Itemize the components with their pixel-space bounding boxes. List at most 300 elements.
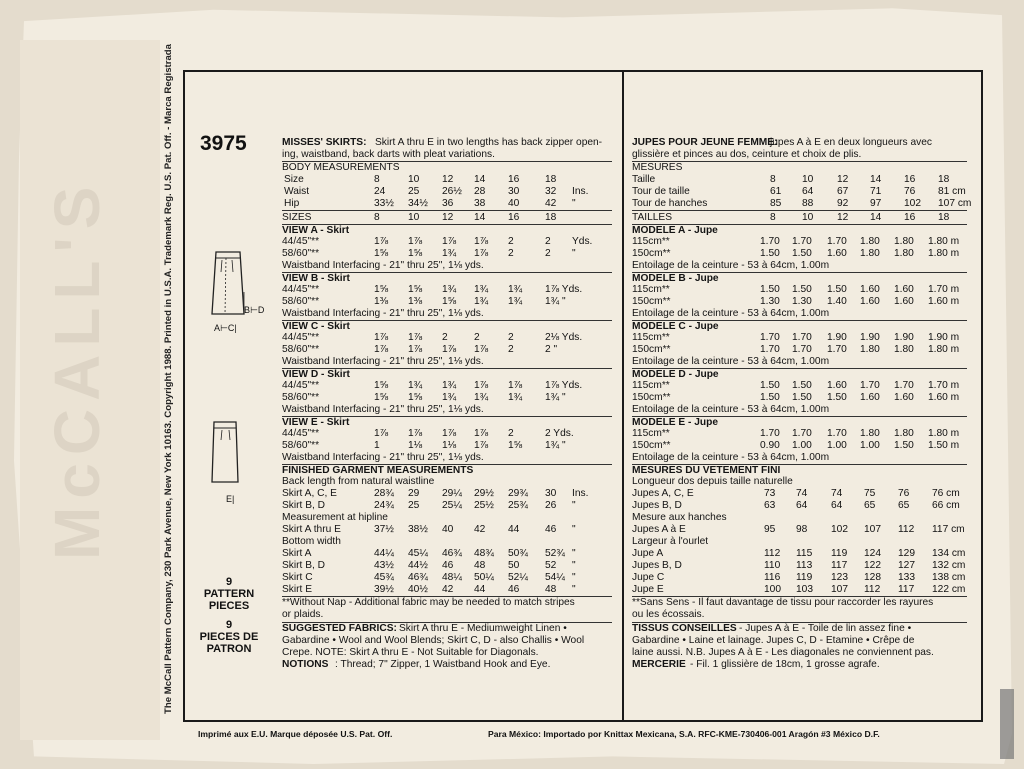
en-yardage: 2	[508, 248, 514, 259]
fr-notions-title: MERCERIE	[632, 659, 686, 670]
en-finished-value: 48¼	[442, 572, 462, 583]
en-finished-label: Skirt A thru E	[282, 524, 341, 535]
en-size-value: 18	[545, 174, 557, 185]
fr-metrage: 1.50	[792, 380, 812, 391]
en-yardage: 1⅞	[474, 380, 489, 391]
en-finished-value: 45¾	[374, 572, 394, 583]
en-yardage: 2	[508, 236, 514, 247]
fr-metrage: 1.60	[827, 248, 847, 259]
en-waistband-interfacing: Waistband Interfacing - 21" thru 25", 1⅛ yds.	[282, 308, 484, 319]
fr-finished-value: 117	[898, 584, 915, 595]
pattern-pieces-label: PATTERN PIECES	[203, 588, 255, 612]
en-yardage: 1⅞	[408, 236, 423, 247]
fr-finished-value: 74	[796, 488, 808, 499]
fr-size-label: Taille	[632, 174, 656, 185]
fr-metrage: 1.50	[760, 392, 780, 403]
en-yardage: 1¾	[508, 392, 523, 403]
en-yardage: 1⅞ Yds.	[545, 284, 583, 295]
fr-metrage: 1.80	[894, 236, 914, 247]
fr-finished-label: Jupes B, D	[632, 560, 682, 571]
en-waistband-interfacing: Waistband Interfacing - 21" thru 25", 1⅛ yds.	[282, 404, 484, 415]
column-divider	[622, 72, 624, 720]
fr-finished-value: 76	[898, 488, 910, 499]
en-yardage: 1⅝	[374, 248, 389, 259]
en-fabric-width: 44/45"**	[282, 380, 320, 391]
en-yardage: 1⅞	[374, 236, 389, 247]
fr-finished-value: 73	[764, 488, 776, 499]
en-fabrics-2: Gabardine • Wool and Wool Blends; Skirt C, D - also Challis • Wool	[282, 635, 585, 646]
fr-view-title: MODELE A - Jupe	[632, 225, 718, 236]
en-yardage: 1⅞	[408, 428, 423, 439]
en-finished-value: 48	[474, 560, 486, 571]
en-finished-value: 25½	[474, 500, 494, 511]
fr-metrage: 1.60	[827, 380, 847, 391]
fr-metrage: 1.80	[860, 428, 880, 439]
en-sizes-value: 18	[545, 212, 557, 223]
fr-size-value: 10	[802, 174, 814, 185]
en-finished-value: 30	[545, 488, 557, 499]
fr-finished-value: 128	[864, 572, 881, 583]
fr-size-value: 85	[770, 198, 782, 209]
fr-entoilage: Entoilage de la ceinture - 53 à 64cm, 1.00m	[632, 260, 830, 271]
fr-metrage: 1.70	[894, 380, 914, 391]
view-label-e: E|	[226, 494, 235, 504]
fr-metrage: 1.60	[860, 284, 880, 295]
fr-size-value: 107 cm	[938, 198, 972, 209]
en-yardage: 2 "	[545, 344, 558, 355]
fr-metrage: 1.70 m	[928, 380, 960, 391]
footer-left: Imprimé aux E.U. Marque déposée U.S. Pat. Off.	[198, 729, 393, 739]
en-finished-value: 46	[545, 524, 557, 535]
view-label-a-c: A⊢C|	[214, 323, 237, 333]
en-yardage: 1⅞	[508, 380, 523, 391]
fr-metrage: 1.80	[894, 248, 914, 259]
fr-finished-value: 116	[764, 572, 781, 583]
fr-size-value: 76	[904, 186, 916, 197]
en-size-value: Ins.	[572, 186, 589, 197]
pattern-number: 3975	[200, 132, 247, 155]
fr-metrage: 1.70	[827, 236, 847, 247]
en-waistband-interfacing: Waistband Interfacing - 21" thru 25", 1⅛ yds.	[282, 356, 484, 367]
fr-finished-value: 134 cm	[932, 548, 966, 559]
fr-finished-value: 110	[764, 560, 781, 571]
fr-finished-label: Jupes A, C, E	[632, 488, 694, 499]
en-finished-value: "	[572, 548, 576, 559]
en-sizes-value: 12	[442, 212, 454, 223]
en-finished-label: Measurement at hipline	[282, 512, 388, 523]
fr-metrage: 0.90	[760, 440, 780, 451]
fr-mesures: MESURES	[632, 162, 683, 173]
fr-metrage: 1.50	[894, 440, 914, 451]
pattern-pieces-count: 9	[225, 576, 233, 588]
fr-view-title: MODELE E - Jupe	[632, 417, 719, 428]
fr-finished-label: Jupe E	[632, 584, 664, 595]
en-yardage: 1¾	[474, 296, 489, 307]
en-desc-2: ing, waistband, back darts with pleat variations.	[282, 149, 495, 160]
en-finished-value: "	[572, 572, 576, 583]
en-size-value: 40	[508, 198, 520, 209]
en-fabric-width: 44/45"**	[282, 284, 320, 295]
fr-finished-value: 112	[898, 524, 915, 535]
en-fabric-width: 44/45"**	[282, 332, 320, 343]
fr-finished-value: 115	[796, 548, 813, 559]
en-yardage: 2	[508, 344, 514, 355]
en-yardage: 1⅝	[408, 248, 423, 259]
fr-fabric-width: 150cm**	[632, 248, 671, 259]
fr-metrage: 1.80	[894, 344, 914, 355]
en-finished-label: Bottom width	[282, 536, 341, 547]
en-size-value: 8	[374, 174, 380, 185]
en-yardage: 1⅞	[408, 344, 423, 355]
en-size-value: "	[572, 198, 576, 209]
fr-fabrics-1: - Jupes A à E - Toile de lin assez fine •	[739, 623, 912, 634]
en-yardage: 2⅛ Yds.	[545, 332, 583, 343]
en-finished-value: 46¾	[442, 548, 462, 559]
fr-tailles-value: 10	[802, 212, 814, 223]
en-finished-value: 44¼	[374, 548, 394, 559]
en-yardage: 1⅞	[474, 344, 489, 355]
fr-size-value: 16	[904, 174, 916, 185]
en-nap-note-2: or plaids.	[282, 609, 324, 620]
en-notions: : Thread; 7" Zipper, 1 Waistband Hook and Eye.	[335, 659, 551, 670]
fr-size-value: 88	[802, 198, 814, 209]
en-finished-value: 24¾	[374, 500, 394, 511]
en-yardage: 1⅞	[474, 248, 489, 259]
fr-metrage: 1.80 m	[928, 428, 960, 439]
view-label-b-d: B⊢D	[244, 305, 265, 315]
en-sizes-value: 16	[508, 212, 520, 223]
fr-metrage: 1.60	[894, 296, 914, 307]
en-finished-value: 42	[474, 524, 486, 535]
fr-metrage: 1.50	[792, 392, 812, 403]
en-size-value: 10	[408, 174, 420, 185]
en-yardage: 2	[508, 428, 514, 439]
fr-finished-value: 122 cm	[932, 584, 966, 595]
en-finished-value: 40½	[408, 584, 428, 595]
en-yardage: 1¾	[474, 392, 489, 403]
en-yardage: 1¾ "	[545, 440, 566, 451]
fr-metrage: 1.80	[894, 428, 914, 439]
en-finished-label: Skirt B, D	[282, 500, 326, 511]
fr-finished-value: 133	[898, 572, 915, 583]
en-sizes-value: 14	[474, 212, 486, 223]
fr-finished-value: 117	[831, 560, 848, 571]
fr-metrage: 1.50	[760, 380, 780, 391]
fr-metrage: 1.70	[827, 344, 847, 355]
fr-size-value: 81 cm	[938, 186, 966, 197]
fr-finished-value: 75	[864, 488, 876, 499]
fr-metrage: 1.60	[860, 296, 880, 307]
en-yardage: 2	[508, 332, 514, 343]
en-yardage: 1¾	[442, 392, 457, 403]
en-fabrics-3: Crepe. NOTE: Skirt A thru E - Not Suitable for Diagonals.	[282, 647, 539, 658]
fr-finished-value: 66 cm	[932, 500, 960, 511]
fr-finished-value: 98	[796, 524, 808, 535]
en-yardage: 1¾	[474, 284, 489, 295]
fr-metrage: 1.70 m	[928, 284, 960, 295]
fr-finished-value: 107	[831, 584, 848, 595]
en-size-value: 33½	[374, 198, 394, 209]
en-finished-value: 44	[474, 584, 486, 595]
en-sizes-value: 10	[408, 212, 420, 223]
en-finished-value: 52¼	[508, 572, 528, 583]
en-fabric-width: 58/60"**	[282, 392, 320, 403]
fr-finished-value: 95	[764, 524, 776, 535]
en-finished-value: 38½	[408, 524, 428, 535]
en-finished-label: Skirt A, C, E	[282, 488, 337, 499]
fr-finished-label: Jupe A	[632, 548, 664, 559]
en-yardage: 1¾	[508, 284, 523, 295]
en-finished-value: 25	[408, 500, 420, 511]
en-yardage: 1⅝	[374, 284, 389, 295]
en-yardage: 1⅝	[508, 440, 523, 451]
en-finished-value: 48¾	[474, 548, 494, 559]
en-size-label: Size	[284, 174, 304, 185]
fr-metrage: 1.80 m	[928, 248, 960, 259]
fr-finished-value: 100	[764, 584, 781, 595]
company-side-text: The McCall Pattern Company, 230 Park Avenue, New York 10163. Copyright 1988. Printed in U.S.A. Trademark Reg. U.S. Pat. Off. - Marca Registrada	[163, 43, 174, 714]
fr-tailles-label: TAILLES	[632, 212, 673, 223]
fr-metrage: 1.60	[860, 392, 880, 403]
fr-finished-value: 124	[864, 548, 881, 559]
en-finished-value: 37½	[374, 524, 394, 535]
en-finished-label: Back length from natural waistline	[282, 476, 435, 487]
en-fabric-width: 44/45"**	[282, 428, 320, 439]
fr-finished-label: Jupes B, D	[632, 500, 682, 511]
fr-metrage: 1.70	[760, 332, 780, 343]
en-finished-value: 28¾	[374, 488, 394, 499]
en-yardage: 2	[442, 332, 448, 343]
fr-metrage: 1.50	[827, 284, 847, 295]
en-body-measurements: BODY MEASUREMENTS	[282, 162, 400, 173]
fr-fabrics-title: TISSUS CONSEILLES	[632, 623, 737, 634]
en-yardage: 1¾	[408, 380, 423, 391]
footer-right: Para México: Importado por Knittax Mexicana, S.A. RFC-KME-730406-001 Aragón #3 México D.F.	[488, 729, 880, 739]
fr-metrage: 1.50	[760, 284, 780, 295]
en-finished-value: 46	[442, 560, 454, 571]
fr-metrage: 1.60 m	[928, 296, 960, 307]
fr-finished-label: Jupes A à E	[632, 524, 686, 535]
fr-metrage: 1.80	[860, 236, 880, 247]
fr-finished-value: 65	[864, 500, 876, 511]
fr-metrage: 1.30	[760, 296, 780, 307]
fr-fabric-width: 150cm**	[632, 344, 671, 355]
en-finished-value: "	[572, 500, 576, 511]
fr-finished-value: 127	[898, 560, 915, 571]
en-yardage: 1¾ "	[545, 296, 566, 307]
en-waistband-interfacing: Waistband Interfacing - 21" thru 25", 1⅛ yds.	[282, 260, 484, 271]
en-size-value: 25	[408, 186, 420, 197]
en-yardage: 2	[545, 248, 551, 259]
fr-finished-value: 113	[796, 560, 813, 571]
fr-finished-value: 119	[796, 572, 813, 583]
fr-metrage: 1.80 m	[928, 344, 960, 355]
en-finished-value: 45¼	[408, 548, 428, 559]
en-finished-value: 52¾	[545, 548, 565, 559]
fr-metrage: 1.70	[792, 344, 812, 355]
en-fabrics-title: SUGGESTED FABRICS:	[282, 623, 397, 634]
en-finished-value: 44½	[408, 560, 428, 571]
fr-finished-value: 64	[796, 500, 808, 511]
en-finished-value: 52	[545, 560, 557, 571]
fr-metrage: 1.00	[827, 440, 847, 451]
fr-notions: - Fil. 1 glissière de 18cm, 1 grosse agrafe.	[690, 659, 880, 670]
fr-title: JUPES POUR JEUNE FEMME:	[632, 137, 778, 148]
fr-tailles-value: 16	[904, 212, 916, 223]
en-yardage: 1⅞ Yds.	[545, 380, 583, 391]
en-finished-label: Skirt E	[282, 584, 313, 595]
en-yardage: 1	[374, 440, 380, 451]
en-finished-value: 25¼	[442, 500, 462, 511]
en-yardage: 1⅝	[374, 380, 389, 391]
rule-line	[632, 210, 967, 211]
en-yardage: "	[572, 248, 576, 259]
en-title: MISSES' SKIRTS:	[282, 137, 367, 148]
en-finished-value: 50	[508, 560, 520, 571]
fr-size-value: 8	[770, 174, 776, 185]
fr-nap-note-2: ou les écossais.	[632, 609, 705, 620]
en-fabric-width: 58/60"**	[282, 248, 320, 259]
en-yardage: 1⅞	[374, 428, 389, 439]
en-finished-value: Ins.	[572, 488, 589, 499]
fr-fabric-width: 115cm**	[632, 428, 670, 439]
en-yardage: 1⅞	[442, 344, 457, 355]
fr-metrage: 1.50	[827, 392, 847, 403]
en-finished-value: 42	[442, 584, 454, 595]
en-desc-1: Skirt A thru E in two lengths has back zipper open-	[375, 137, 603, 148]
en-size-value: 36	[442, 198, 454, 209]
en-fabric-width: 58/60"**	[282, 440, 320, 451]
fr-size-value: 64	[802, 186, 814, 197]
en-finished-value: 50¼	[474, 572, 494, 583]
en-yardage: 1⅝	[408, 392, 423, 403]
fr-finished-value: 129	[898, 548, 915, 559]
en-finished-value: "	[572, 560, 576, 571]
en-view-title: VIEW C - Skirt	[282, 321, 350, 332]
fr-finished-value: 107	[864, 524, 881, 535]
en-yardage: 1⅛	[442, 440, 457, 451]
fr-metrage: 1.90 m	[928, 332, 960, 343]
fr-metrage: 1.70	[760, 236, 780, 247]
fr-size-value: 14	[870, 174, 882, 185]
fr-finished-value: 65	[898, 500, 910, 511]
en-sizes-label: SIZES	[282, 212, 312, 223]
fr-finished-value: 122	[864, 560, 881, 571]
fr-finished-value: 138 cm	[932, 572, 966, 583]
fr-finished-value: 132 cm	[932, 560, 966, 571]
en-size-value: 34½	[408, 198, 428, 209]
fr-finished-value: 74	[831, 488, 843, 499]
en-size-label: Hip	[284, 198, 300, 209]
fr-finished-value: 63	[764, 500, 776, 511]
en-yardage: 1⅞	[474, 440, 489, 451]
en-yardage: 1⅝	[408, 284, 423, 295]
en-waistband-interfacing: Waistband Interfacing - 21" thru 25", 1⅛ yds.	[282, 452, 484, 463]
en-yardage: 1⅞	[474, 428, 489, 439]
fr-finished-label: Largeur à l'ourlet	[632, 536, 709, 547]
fr-metrage: 1.40	[827, 296, 847, 307]
en-yardage: 1¾	[442, 380, 457, 391]
fr-finished-label: Longueur dos depuis taille naturelle	[632, 476, 793, 487]
en-finished-value: 29½	[474, 488, 494, 499]
en-finished-label: Skirt B, D	[282, 560, 326, 571]
en-yardage: 1⅝	[442, 296, 457, 307]
en-finished-value: 50¾	[508, 548, 528, 559]
fr-size-label: Tour de taille	[632, 186, 690, 197]
en-fabrics-1: Skirt A thru E - Mediumweight Linen •	[399, 623, 567, 634]
en-yardage: 1⅞	[442, 428, 457, 439]
fr-size-label: Tour de hanches	[632, 198, 708, 209]
en-yardage: 1⅞	[374, 332, 389, 343]
en-finished-value: 54¼	[545, 572, 565, 583]
fr-fabric-width: 150cm**	[632, 296, 671, 307]
fr-entoilage: Entoilage de la ceinture - 53 à 64cm, 1.00m	[632, 356, 830, 367]
fr-metrage: 1.50	[792, 284, 812, 295]
en-view-title: VIEW E - Skirt	[282, 417, 350, 428]
en-size-value: 28	[474, 186, 486, 197]
en-yardage: 1⅞	[442, 236, 457, 247]
fr-size-value: 71	[870, 186, 882, 197]
fr-metrage: 1.80	[860, 344, 880, 355]
en-yardage: 1¾	[442, 284, 457, 295]
pieces-de-patron-count: 9	[225, 619, 233, 631]
fr-finished-value: 76 cm	[932, 488, 960, 499]
fr-finished-value: 64	[831, 500, 843, 511]
en-yardage: Yds.	[572, 236, 593, 247]
en-view-title: VIEW A - Skirt	[282, 225, 350, 236]
fr-size-value: 92	[837, 198, 849, 209]
fr-tailles-value: 12	[837, 212, 849, 223]
fr-tailles-value: 18	[938, 212, 950, 223]
en-yardage: 1⅜	[374, 296, 389, 307]
en-size-value: 42	[545, 198, 557, 209]
fr-finished-value: 119	[831, 548, 848, 559]
en-yardage: 2	[545, 236, 551, 247]
fr-finished-value: 123	[831, 572, 848, 583]
en-yardage: 1⅞	[408, 332, 423, 343]
en-finished-value: 39½	[374, 584, 394, 595]
en-notions-title: NOTIONS	[282, 659, 329, 670]
fr-finished-value: 102	[831, 524, 848, 535]
fr-entoilage: Entoilage de la ceinture - 53 à 64cm, 1.00m	[632, 404, 830, 415]
en-yardage: 2	[474, 332, 480, 343]
fr-size-value: 67	[837, 186, 849, 197]
en-view-title: VIEW D - Skirt	[282, 369, 350, 380]
en-fabric-width: 44/45"**	[282, 236, 320, 247]
fr-metrage: 1.30	[792, 296, 812, 307]
en-finished-value: 46	[508, 584, 520, 595]
fr-size-value: 97	[870, 198, 882, 209]
fr-metrage: 1.70	[860, 380, 880, 391]
fr-fabrics-3: laine aussi. N.B. Jupes A à E - Les diagonales ne conviennent pas.	[632, 647, 934, 658]
fr-fabrics-2: Gabardine • Laine et lainage. Jupes C, D - Etamine • Crêpe de	[632, 635, 915, 646]
en-size-value: 30	[508, 186, 520, 197]
fr-finished-value: 112	[864, 584, 881, 595]
en-finished-value: "	[572, 584, 576, 595]
fr-metrage: 1.70	[792, 236, 812, 247]
en-yardage: 1¾	[508, 296, 523, 307]
fr-view-title: MODELE C - Jupe	[632, 321, 719, 332]
fr-finished-value: 112	[764, 548, 781, 559]
fr-size-value: 61	[770, 186, 782, 197]
en-finished-value: 26	[545, 500, 557, 511]
fr-fabric-width: 150cm**	[632, 392, 671, 403]
fr-metrage: 1.60	[894, 284, 914, 295]
fr-metrage: 1.80	[860, 248, 880, 259]
en-size-value: 26½	[442, 186, 462, 197]
fr-desc-2: glissière et pinces au dos, ceinture et choix de plis.	[632, 149, 862, 160]
en-size-value: 12	[442, 174, 454, 185]
